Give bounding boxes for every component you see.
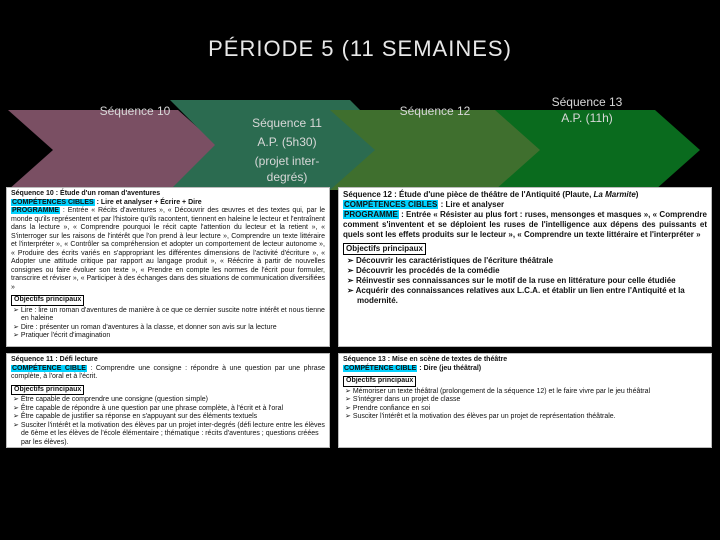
card-heading: Séquence 12 : Étude d'une pièce de théâtre de l'Antiquité (Plaute, La Marmite)	[343, 190, 639, 199]
objectifs-label: Objectifs principaux	[343, 243, 426, 255]
objectif-item: ➢ Susciter l'intérêt et la motivation des élèves par un projet inter-degrés (défi lecture entre les élèves de 6ème et les élèves de l'école élémentaire ; thématique : récits d'aventures ; questions créées par les élèves).	[13, 421, 325, 446]
card-sequence-11: Séquence 11 : Défi lecture COMPÉTENCE CIBLE : Comprendre une consigne : répondre à une question par une phrase complète, à l'oral et à l'écrit. Objectifs principaux ➢ Être capable de comprendre une consigne (question simple) ➢ Être capable de répondre à une question par une phrase complète, à l'écrit et à l'oral ➢ Être capable de justifier sa réponse en s'appuyant sur des éléments textuels ➢ Susciter l'intérêt et la motivation des élèves par un projet inter-degrés (défi lecture entre les élèves de 6ème et les élèves de l'école élémentaire ; thématique : récits d'aventures ; questions créées par les élèves).	[6, 353, 330, 448]
objectif-item: ➢ Dire : présenter un roman d'aventures à la classe, et donner son avis sur la lecture	[13, 323, 277, 331]
objectif-item: ➢ Être capable de répondre à une question par une phrase complète, à l'écrit et à l'oral	[13, 404, 284, 412]
programme-label: PROGRAMME	[12, 207, 60, 214]
chevron-label-seq13: Séquence 13 A.P. (11h)	[551, 95, 623, 125]
objectif-item: ➢ Lire : lire un roman d'aventures de manière à ce que ce dernier suscite notre intérêt et nous tienne en haleine	[13, 306, 325, 322]
objectif-item: ➢ Réinvestir ses connaissances sur le motif de la ruse en littérature pour celle étudiée	[347, 276, 676, 285]
card-heading: Séquence 13 : Mise en scène de textes de théâtre	[343, 356, 508, 363]
chevron-label-seq10: Séquence 10	[99, 104, 171, 118]
objectif-item: ➢ Pratiquer l'écrit d'imagination	[13, 332, 111, 339]
objectif-item: ➢ Prendre confiance en soi	[345, 404, 431, 412]
objectif-item: ➢ Être capable de comprendre une consigne (question simple)	[13, 396, 208, 403]
competences-label: COMPÉTENCES CIBLES	[344, 200, 438, 209]
card-sequence-12: Séquence 12 : Étude d'une pièce de théâtre de l'Antiquité (Plaute, La Marmite) COMPÉTENCES CIBLES : Lire et analyser PROGRAMME : Entrée « Résister au plus fort : ruses, mensonges et masques », « Comprendre comment s'inventent et se déploient les ruses de l'intelligence aux dépens des puissants et quels sont les effets produits sur le lecteur », « Comprendre un texte littéraire et l'interpréter » Objectifs principaux ➢ Découvrir les caractéristiques de l'écriture théâtrale ➢ Découvrir les procédés de la comédie ➢ Réinvestir ses connaissances sur le motif de la ruse en littérature pour celle étudiée ➢ Acquérir des connaissances relatives aux L.C.A. et établir un lien entre l'Antiquité et la modernité.	[338, 187, 712, 347]
card-sequence-10: Séquence 10 : Étude d'un roman d'aventures COMPÉTENCES CIBLES : Lire et analyser + Écrire + Dire PROGRAMME : Entrée « Récits d'aventures », « Découvrir des œuvres et des textes qui, par le monde qu'ils représentent et par l'histoire qu'ils racontent, tiennent en haleine le lecteur et l'entraînent dans la lecture », « Comprendre pourquoi le récit capte l'attention du lecteur et la retient », « S'interroger sur les raisons de l'intérêt que l'on prend à leur lecture », Comprendre un texte littéraire et l'interpréter », « Contrôler sa compréhension et adopter un comportement de lecteur autonome », « Produire des écrits variés en s'appropriant les différentes dimensions de l'activité d'écriture », « Adopter une attitude critique par rapport au langage produit », « Réécrire à partir de nouvelles consignes ou faire évoluer son texte », « Prendre en compte les normes de l'écrit pour formuler, transcrire et réviser », « Participer à des échanges dans des situations de communication diversifiées » Objectifs principaux ➢ Lire : lire un roman d'aventures de manière à ce que ce dernier suscite notre intérêt et nous tienne en haleine ➢ Dire : présenter un roman d'aventures à la classe, et donner son avis sur la lecture ➢ Pratiquer l'écrit d'imagination	[6, 187, 330, 347]
page-title: PÉRIODE 5 (11 SEMAINES)	[208, 36, 512, 61]
objectifs-label: Objectifs principaux	[11, 295, 84, 306]
objectifs-label: Objectifs principaux	[11, 385, 84, 396]
card-heading: Séquence 10 : Étude d'un roman d'aventures	[11, 190, 161, 197]
programme-text: : Entrée « Récits d'aventures », « Découvrir des œuvres et des textes qui, par le monde qu'ils représentent et par l'histoire qu'ils racontent, tiennent en haleine le lecteur et l'entraînent dans la lecture », « Comprendre pourquoi le récit capte l'attention du lecteur et la retient », « S'interroger sur les raisons de l'intérêt que l'on prend à leur lecture », Comprendre un texte littéraire et l'interpréter », « Contrôler sa compréhension et adopter un comportement de lecteur autonome », « Produire des écrits variés en s'appropriant les différentes dimensions de l'activité d'écriture », « Adopter une attitude critique par rapport au langage produit », « Réécrire à partir de nouvelles consignes ou faire évoluer son texte », « Prendre en compte les normes de l'écrit pour formuler, transcrire et réviser », « Participer à des échanges dans des situations de communication diversifiées »	[11, 207, 325, 291]
objectif-item: ➢ Être capable de justifier sa réponse en s'appuyant sur des éléments textuels	[13, 413, 258, 420]
competences-label: COMPÉTENCES CIBLES	[12, 198, 94, 206]
objectif-item: ➢ Mémoriser un texte théâtral (prolongement de la séquence 12) et le faire vivre par le jeu théâtral	[345, 387, 651, 395]
competences-label: COMPÉTENCE CIBLE	[344, 364, 417, 372]
objectif-item: ➢ Susciter l'intérêt et la motivation des élèves par un projet de représentation théâtrale.	[345, 413, 616, 420]
programme-label: PROGRAMME	[344, 210, 398, 219]
objectif-item: ➢ S'intégrer dans un projet de classe	[345, 396, 461, 403]
card-heading: Séquence 11 : Défi lecture	[11, 356, 98, 363]
objectifs-label: Objectifs principaux	[343, 376, 416, 387]
chevron-label-seq12: Séquence 12	[399, 104, 471, 118]
programme-text: : Entrée « Résister au plus fort : ruses, mensonges et masques », « Comprendre comment s'inventent et se déploient les ruses de l'intelligence aux dépens des puissants et quels sont les effets produits sur le lecteur », « Comprendre un texte littéraire et l'interpréter »	[343, 210, 707, 239]
objectif-item: ➢ Découvrir les caractéristiques de l'écriture théâtrale	[347, 256, 554, 265]
objectif-item: ➢ Découvrir les procédés de la comédie	[347, 266, 500, 275]
competences-label: COMPÉTENCE CIBLE	[12, 364, 86, 372]
objectif-item: ➢ Acquérir des connaissances relatives aux L.C.A. et établir un lien entre l'Antiquité et la modernité.	[347, 286, 685, 305]
card-sequence-13: Séquence 13 : Mise en scène de textes de théâtre COMPÉTENCE CIBLE : Dire (jeu théâtral) Objectifs principaux ➢ Mémoriser un texte théâtral (prolongement de la séquence 12) et le faire vivre par le jeu théâtral ➢ S'intégrer dans un projet de classe ➢ Prendre confiance en soi ➢ Susciter l'intérêt et la motivation des élèves par un projet de représentation théâtrale.	[338, 353, 712, 448]
chevron-label-seq11: Séquence 11 A.P. (5h30) (projet inter- degrés)	[252, 116, 322, 184]
